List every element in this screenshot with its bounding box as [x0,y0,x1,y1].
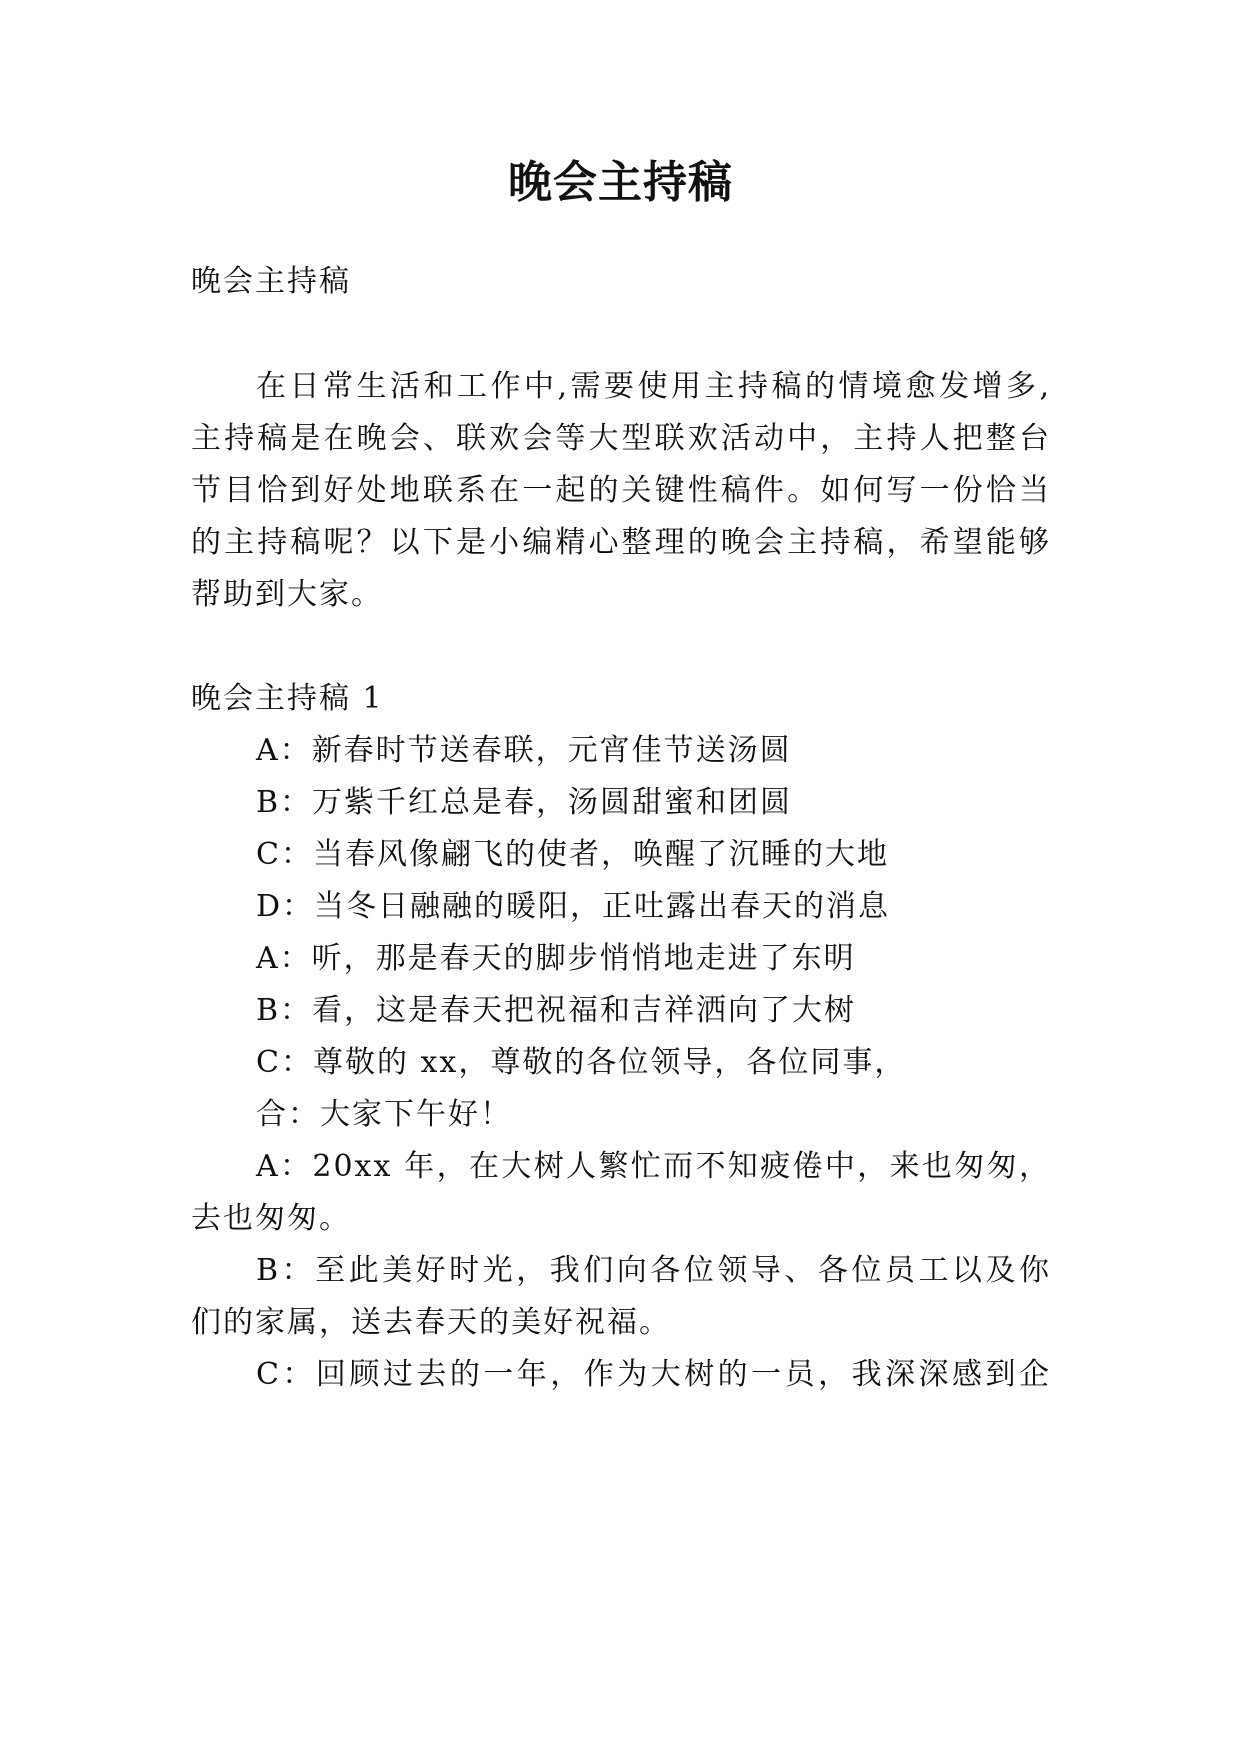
script-line: 们的家属，送去春天的美好祝福。 [191,1305,671,1340]
script-line: 合：大家下午好！ [256,1097,512,1132]
script-line: A：20xx 年，在大树人繁忙而不知疲倦中，来也匆匆， [256,1149,1051,1184]
script-line: C：当春风像翩飞的使者，唤醒了沉睡的大地 [256,837,889,872]
script-line: A：新春时节送春联，元宵佳节送汤圆 [256,733,792,768]
intro-line: 节目恰到好处地联系在一起的关键性稿件。如何写一份恰当 [191,473,1051,508]
script-line: 去也匆匆。 [191,1201,351,1236]
document-subtitle: 晚会主持稿 [191,264,351,299]
script-line: D：当冬日融融的暖阳，正吐露出春天的消息 [256,889,891,924]
script-line: B：万紫千红总是春，汤圆甜蜜和团圆 [256,785,793,820]
section-heading: 晚会主持稿 1 [191,681,384,716]
script-line: C：回顾过去的一年，作为大树的一员，我深深感到企 [256,1357,1051,1392]
intro-line: 在日常生活和工作中,需要使用主持稿的情境愈发增多, [256,369,1051,404]
script-line: C：尊敬的 xx，尊敬的各位领导，各位同事， [256,1045,907,1080]
script-line: B：看，这是春天把祝福和吉祥洒向了大树 [256,993,857,1028]
script-line: B：至此美好时光，我们向各位领导、各位员工以及你 [256,1253,1051,1288]
intro-line: 帮助到大家。 [191,577,383,612]
script-line: A：听，那是春天的脚步悄悄地走进了东明 [256,941,856,976]
intro-line: 主持稿是在晚会、联欢会等大型联欢活动中，主持人把整台 [191,421,1051,456]
document-title: 晚会主持稿 [508,157,733,208]
intro-line: 的主持稿呢？以下是小编精心整理的晚会主持稿，希望能够 [191,525,1051,560]
